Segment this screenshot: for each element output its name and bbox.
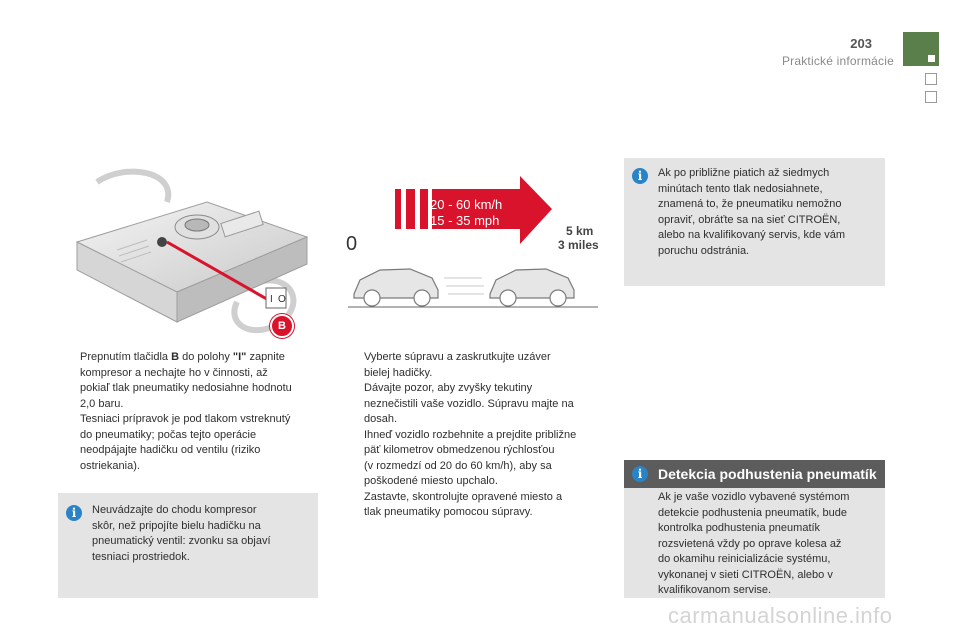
info-text — [92, 503, 312, 565]
chapter-tab[interactable] — [925, 73, 937, 85]
button-b-callout: B — [270, 314, 294, 338]
info-box-compressor — [58, 493, 318, 598]
text-line: päť kilometrov obmedzenou rýchlosťou — [364, 444, 555, 456]
text-line: (v rozmedzí od 20 do 60 km/h), aby sa — [364, 459, 552, 472]
chapter-tab[interactable] — [925, 91, 937, 103]
text-line: vykonanej v sieti CITROËN, alebo v — [658, 568, 833, 581]
text-line: do okamihu reinicializácie systému, — [658, 553, 831, 565]
text-line: tlak pneumatiky pomocou súpravy. — [364, 506, 533, 518]
watermark: carmanualsonline.info — [668, 603, 893, 628]
text-line: dosah. — [364, 413, 398, 425]
page-number: 203 — [850, 36, 872, 51]
list-item — [342, 350, 607, 428]
svg-text:I: I — [270, 294, 273, 305]
text-line: poškodené miesto upchalo. — [364, 475, 498, 487]
text-line: kvalifikovanom servise. — [658, 584, 772, 596]
text-line: Prepnutím tlačidla B do polohy "I" zapnite — [80, 351, 285, 363]
text-line: do pneumatiky; počas tejto operácie — [80, 428, 257, 441]
car-right — [490, 269, 574, 306]
info-icon: i — [632, 466, 648, 482]
text-line: opraviť, obráťte sa na sieť CITROËN, — [658, 213, 841, 226]
text-line: kontrolka podhustenia pneumatík — [658, 522, 821, 534]
info-icon: i — [632, 168, 648, 184]
text-line: poruchu odstránia. — [658, 244, 750, 257]
distance-miles-label: 3 miles — [558, 238, 599, 252]
text-line: neodpájajte hadičku od ventilu (riziko — [80, 444, 261, 456]
text-line: detekcie podhustenia pneumatík, bude — [658, 506, 847, 519]
start-distance-label: 0 — [346, 233, 358, 255]
tire-detection-title: Detekcia podhustenia pneumatík — [658, 466, 877, 482]
text-line: ostriekania). — [80, 459, 140, 472]
text-line: znamená to, že pneumatiku nemožno — [658, 198, 842, 210]
distance-km-label: 5 km — [566, 224, 594, 238]
tire-detection-header — [624, 460, 885, 488]
compressor-illustration — [57, 162, 319, 340]
info-text — [658, 166, 880, 259]
text-line: Tesniaci prípravok je pod tlakom vstreknutý — [80, 413, 291, 425]
text-line: pokiaľ tlak pneumatiky nedosiahne hodnotu — [80, 382, 292, 394]
speed-distance-illustration — [340, 172, 610, 312]
text-line: Vyberte súpravu a zaskrutkujte uzáver — [364, 351, 551, 363]
speed-mph-label: 15 - 35 mph — [430, 213, 500, 228]
text-line: alebo na kvalifikovaný servis, kde vám — [658, 229, 846, 241]
svg-text:O: O — [278, 294, 286, 305]
car-left — [354, 269, 438, 306]
driving-instructions — [342, 350, 607, 521]
text-line: Ak po približne piatich až siedmych — [658, 167, 830, 179]
chapter-tab-active[interactable] — [903, 32, 939, 66]
text-line: skôr, než pripojíte bielu hadičku na — [92, 519, 261, 532]
text-line: Ihneď vozidlo rozbehnite a prejdite približne — [364, 428, 577, 441]
text-line: bielej hadičky. — [364, 366, 433, 379]
text-line: Ak je vaše vozidlo vybavené systémom — [658, 491, 850, 503]
text-line: neznečistili vaše vozidlo. Súpravu majte na — [364, 397, 574, 410]
info-icon: i — [66, 505, 82, 521]
info-box-pressure — [624, 158, 885, 286]
text-line: pneumatický ventil: zvonku sa objaví — [92, 535, 271, 547]
text-line: Dávajte pozor, aby zvyšky tekutiny — [364, 382, 533, 394]
text-line: rozsvietená vždy po oprave kolesa až — [658, 537, 842, 550]
tire-detection-text — [658, 490, 880, 599]
section-title: Praktické informácie — [781, 54, 894, 68]
list-item — [342, 490, 607, 521]
text-line: Neuvádzajte do chodu kompresor — [92, 504, 257, 516]
text-line: 2,0 baru. — [80, 397, 124, 410]
speed-kmh-label: 20 - 60 km/h — [430, 197, 503, 212]
text-line: Zastavte, skontrolujte opravené miesto a — [364, 490, 563, 503]
text-line: minútach tento tlak nedosiahnete, — [658, 182, 823, 195]
text-line: tesniaci prostriedok. — [92, 550, 190, 563]
compressor-instruction — [58, 350, 323, 474]
list-item — [342, 428, 607, 490]
tire-detection-box — [624, 460, 885, 598]
tab-marker-icon — [928, 55, 935, 62]
text-line: kompresor a nechajte ho v činnosti, až — [80, 366, 268, 379]
